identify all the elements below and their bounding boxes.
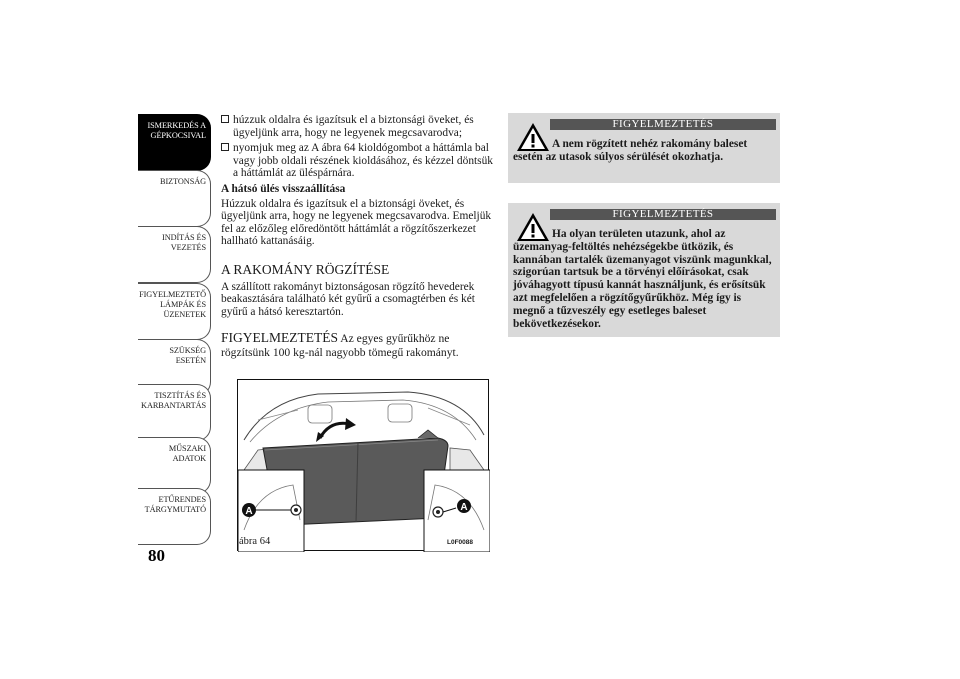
- paragraph: Húzzuk oldalra és igazítsuk el a biztonsági öveket, és ügyeljünk arra, hogy ne legyenek megcsavarodva. Emeljük fel az előzőleg előredöntött háttámlát a rögzítőszerkezet hallható kattanásáig.: [221, 197, 492, 247]
- tab-label: TISZTÍTÁS ÉS KARBANTARTÁS: [141, 391, 206, 410]
- warning-title: FIGYELMEZTETÉS: [550, 119, 776, 130]
- tab-label: ISMERKEDÉS A GÉPKOCSIVAL: [147, 121, 206, 140]
- inline-warning-text: Az egyes gyűrűkhöz ne rögzítsünk 100 kg-nál nagyobb tömegű rakományt.: [221, 332, 459, 359]
- marker-a-left: A: [245, 506, 253, 517]
- inline-warning-label: FIGYELMEZTETÉS: [221, 330, 338, 345]
- list-item-text: nyomjuk meg az A ábra 64 kioldógombot a háttámla bal vagy jobb oldali részének kioldásához, és kézzel döntsük a háttámlát az üléspárnára.: [233, 142, 494, 179]
- list-item: [221, 142, 495, 180]
- tab-index[interactable]: [138, 488, 211, 545]
- tab-label: SZÜKSÉG ESETÉN: [169, 346, 206, 365]
- checkbox-bullet-icon: [221, 143, 229, 151]
- paragraph: A szállított rakományt biztonságosan rögzítő hevederek beakasztására található két gyűrű a csomagtérben és két gyűrű a hátsó keresztartón.: [221, 280, 475, 318]
- section-title: A RAKOMÁNY RÖGZÍTÉSE: [221, 261, 390, 277]
- checkbox-bullet-icon: [221, 115, 229, 123]
- rear-seat-illustration: [238, 380, 490, 552]
- page-number: 80: [148, 546, 165, 565]
- list-item-text: húzzuk oldalra és igazítsuk el a biztonsági öveket, és ügyeljünk arra, hogy ne legyenek megcsavarodva;: [233, 114, 474, 139]
- tab-warning-lights[interactable]: [138, 283, 211, 340]
- tab-label: INDÍTÁS ÉS VEZETÉS: [162, 233, 206, 252]
- list-item: [221, 114, 495, 139]
- warning-text: Ha olyan területen utazunk, ahol az üzemanyag-feltöltés nehézségekbe ütközik, és kannában tartalék üzemanyagot viszünk magunkkal, szigorúan tartsuk be a törvényi előírásokat, csak jóváhagyott típusú kannát használjunk, és erősítsük azt megfelelően a rögzítőgyűrűkhöz. Még így is megnő a tűzveszély egy esetleges baleset bekövetkezésekor.: [513, 228, 772, 330]
- warning-title: FIGYELMEZTETÉS: [550, 209, 776, 220]
- tab-getting-to-know[interactable]: [138, 114, 211, 171]
- figure-code: L0F0088: [447, 539, 474, 546]
- tab-safety[interactable]: [138, 170, 211, 227]
- subheading: A hátsó ülés visszaállítása: [221, 182, 346, 195]
- main-text-column: [221, 114, 495, 359]
- inline-warning: [221, 331, 495, 359]
- tab-label: ETŰRENDES TÁRGYMUTATÓ: [144, 495, 206, 514]
- warning-box: [508, 113, 780, 183]
- marker-a-right: A: [460, 502, 468, 513]
- tab-care-maintenance[interactable]: [138, 384, 211, 441]
- tab-label: MŰSZAKI ADATOK: [168, 444, 206, 463]
- tab-starting-driving[interactable]: [138, 226, 211, 283]
- tab-label: BIZTONSÁG: [160, 177, 206, 186]
- figure-caption: ábra 64: [239, 536, 271, 547]
- tab-technical-data[interactable]: [138, 437, 211, 494]
- warning-text: A nem rögzített nehéz rakomány baleset esetén az utasok súlyos sérülését okozhatja.: [513, 138, 748, 163]
- tab-label: FIGYELMEZTETŐ LÁMPÁK ÉS ÜZENETEK: [139, 290, 206, 319]
- figure-rear-seat: [237, 379, 489, 551]
- warning-box: [508, 203, 780, 337]
